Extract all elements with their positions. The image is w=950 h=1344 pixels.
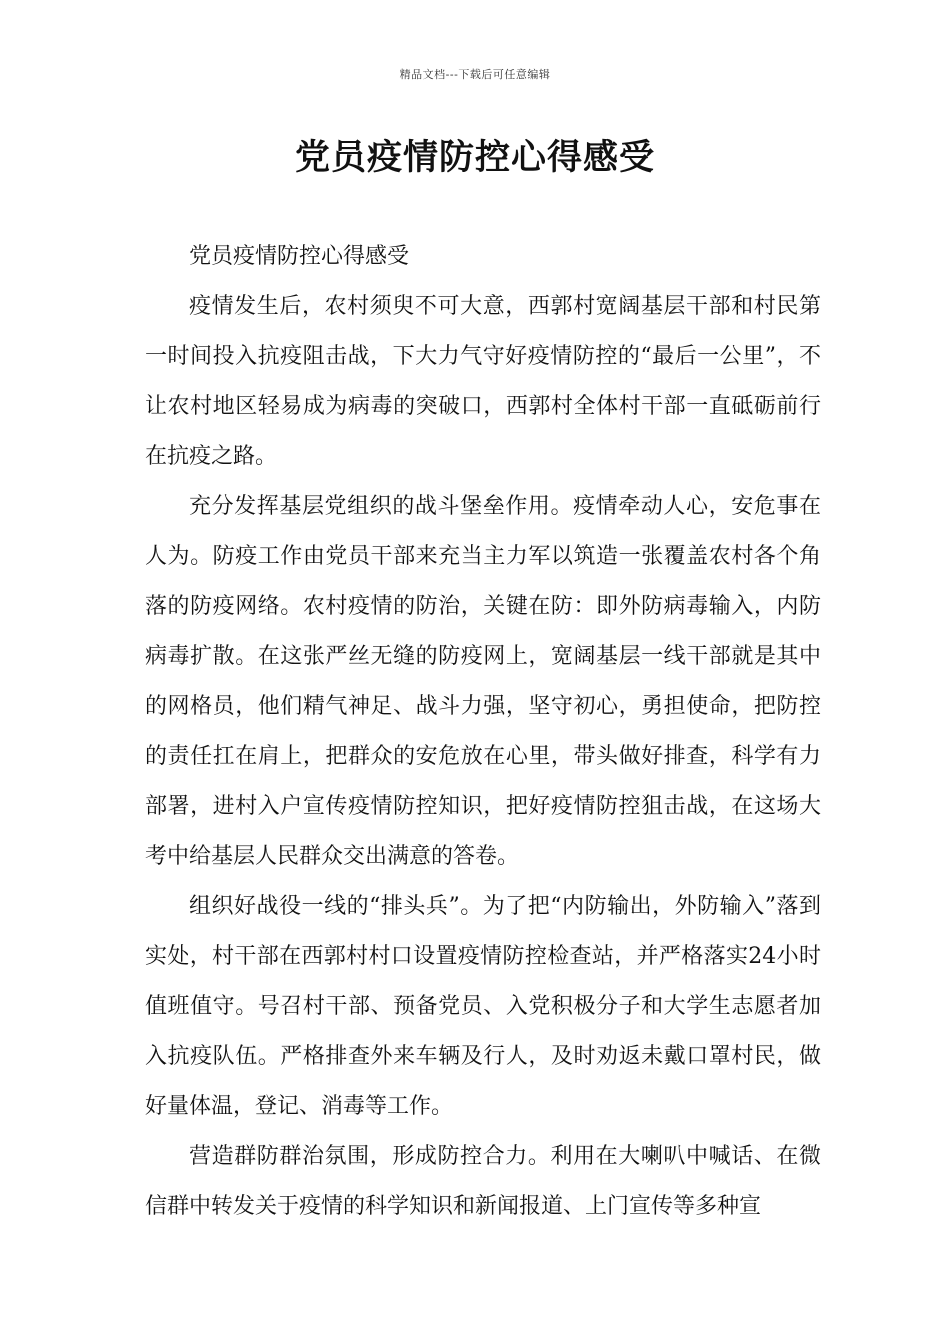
paragraph-subtitle: 党员疫情防控心得感受 — [189, 244, 410, 269]
document-title: 党员疫情防控心得感受 — [294, 138, 655, 178]
paragraph: 疫情发生后，农村须臾不可大意，西郭村宽阔基层干部和村民第一时间投入抗疫阻击战，下大力气守好疫情防控的“最后一公里”，不让农村地区轻易成为病毒的突破口，西郭村全体村干部一直砥砺前行在抗疫之路。 — [145, 294, 821, 469]
header-note: 精品文档---下载后可任意编辑 — [399, 68, 551, 81]
paragraph: 充分发挥基层党组织的战斗堡垒作用。疫情牵动人心，安危事在人为。防疫工作由党员干部来充当主力军以筑造一张覆盖农村各个角落的防疫网络。农村疫情的防治，关键在防：即外防病毒输入，内防病毒扩散。在这张严丝无缝的防疫网上，宽阔基层一线干部就是其中的网格员，他们精气神足、战斗力强，坚守初心，勇担使命，把防控的责任扛在肩上，把群众的安危放在心里，带头做好排查，科学有力部署，进村入户宣传疫情防控知识，把好疫情防控狙击战，在这场大考中给基层人民群众交出满意的答卷。 — [145, 494, 821, 869]
paragraph: 营造群防群治氛围，形成防控合力。利用在大喇叭中喊话、在微信群中转发关于疫情的科学知识和新闻报道、上门宣传等多种宣 — [145, 1144, 821, 1219]
document-body — [145, 232, 821, 1232]
paragraph: 组织好战役一线的“排头兵”。为了把“内防输出，外防输入”落到实处，村干部在西郭村村口设置疫情防控检查站，并严格落实24小时值班值守。号召村干部、预备党员、入党积极分子和大学生志愿者加入抗疫队伍。严格排查外来车辆及行人，及时劝返未戴口罩村民，做好量体温，登记、消毒等工作。 — [145, 894, 821, 1119]
